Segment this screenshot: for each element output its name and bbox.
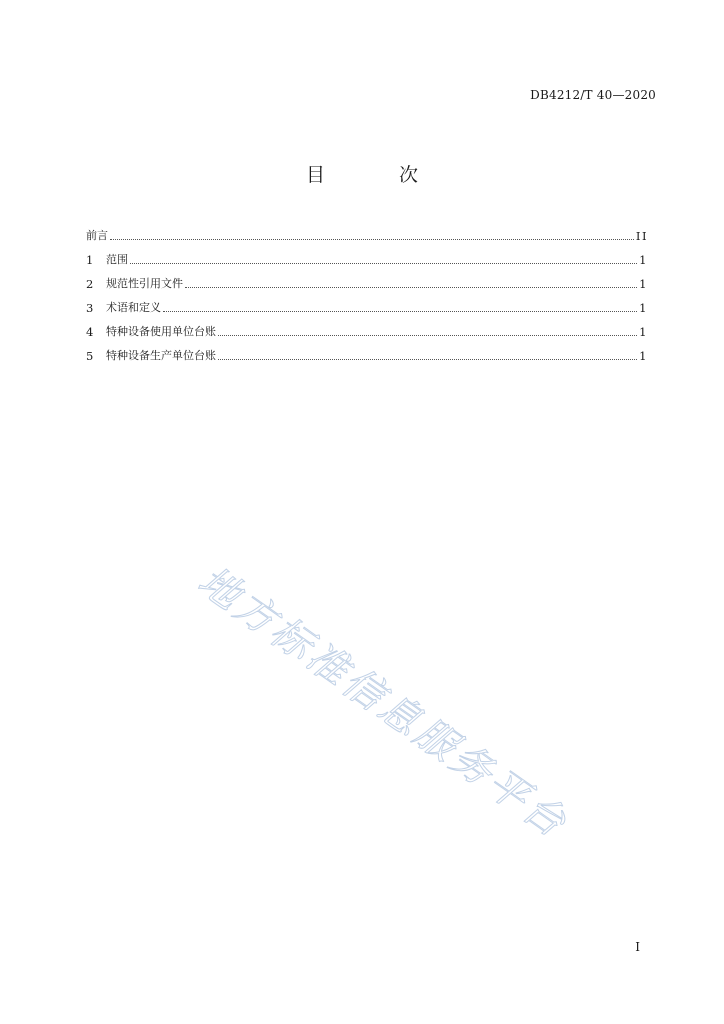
toc-dot-leader [110, 238, 634, 240]
toc-entry-text: 特种设备使用单位台账 [106, 325, 216, 338]
toc-entry-number: 2 [86, 277, 94, 291]
toc-entry-number: 1 [86, 253, 94, 267]
toc-dot-leader [218, 358, 637, 360]
toc-entry-number: 5 [86, 349, 94, 363]
toc-entry-text: 术语和定义 [106, 301, 161, 314]
toc-dot-leader [185, 286, 637, 288]
toc-dot-leader [130, 262, 637, 264]
toc-entry-number: 3 [86, 301, 94, 315]
toc-entry-page: II [635, 229, 648, 243]
table-of-contents [86, 219, 648, 363]
page-number: I [635, 940, 640, 954]
toc-entry-page: 1 [639, 253, 648, 267]
toc-entry-producer-ledger[interactable] [86, 339, 648, 363]
document-code: DB4212/T 40—2020 [530, 88, 656, 102]
toc-entry-text: 前言 [86, 229, 108, 242]
toc-entry-text: 特种设备生产单位台账 [106, 349, 216, 362]
watermark-text: 地方标准信息服务平台 [189, 557, 577, 848]
toc-entry-page: 1 [639, 301, 648, 315]
toc-entry-page: 1 [639, 277, 648, 291]
toc-entry-scope[interactable] [86, 243, 648, 267]
toc-entry-foreword[interactable] [86, 219, 648, 243]
toc-entry-text: 范围 [106, 253, 128, 266]
toc-dot-leader [163, 310, 637, 312]
toc-title: 目 次 [305, 164, 453, 186]
toc-entry-page: 1 [639, 349, 648, 363]
toc-entry-normative-references[interactable] [86, 267, 648, 291]
toc-entry-text: 规范性引用文件 [106, 277, 183, 290]
toc-entry-terms-definitions[interactable] [86, 291, 648, 315]
toc-entry-user-ledger[interactable] [86, 315, 648, 339]
toc-entry-number: 4 [86, 325, 94, 339]
toc-dot-leader [218, 334, 637, 336]
toc-entry-page: 1 [639, 325, 648, 339]
